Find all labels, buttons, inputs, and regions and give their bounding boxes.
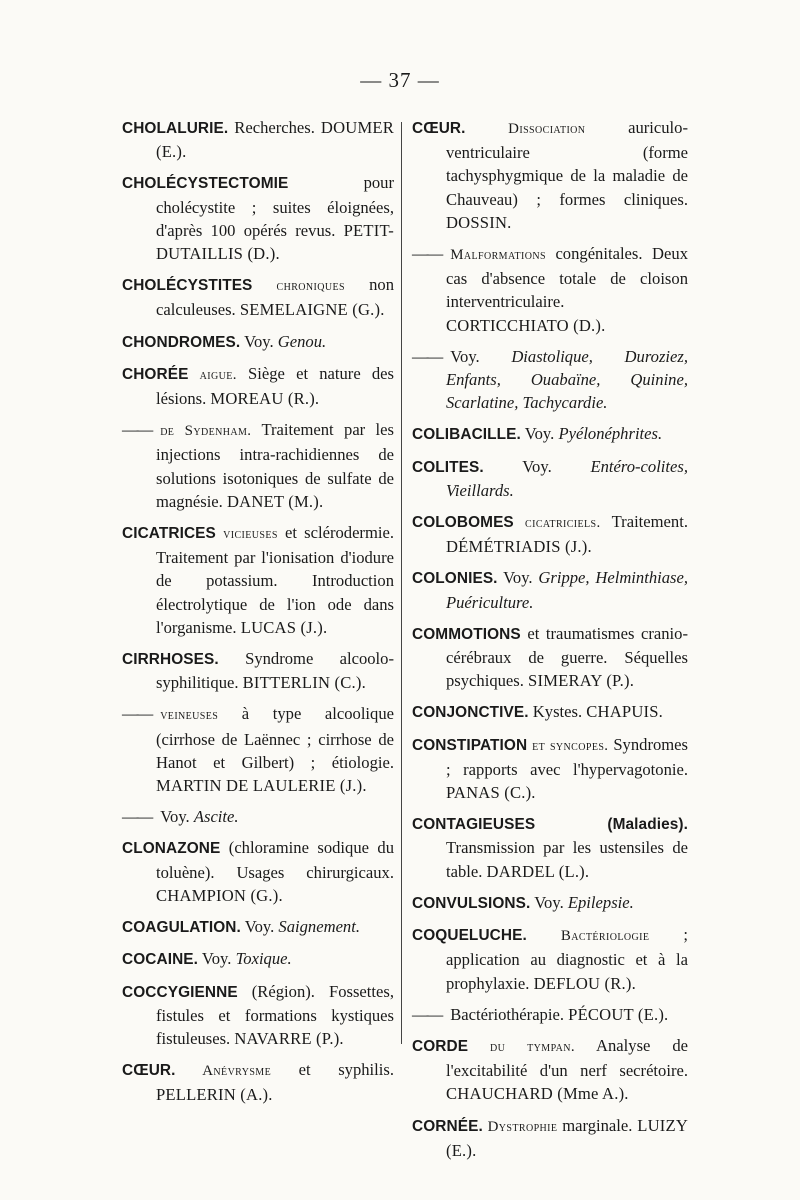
entry-text: Voy. [450,346,512,366]
entry-author: CHAUCHARD (Mme A.). [446,1084,629,1104]
repeat-dash: —— [412,346,442,366]
entry-headword: COLOBOMES [412,514,514,532]
entry-cross-reference: Grippe, Helminthiase, Puériculture. [446,568,688,612]
entry-text: Siège et nature des lésions. [156,363,394,409]
entry-headword: COQUELUCHE. [412,927,527,945]
entry-author: BITTERLIN (C.). [242,673,366,693]
index-entry [122,947,394,971]
index-entry [122,647,394,694]
entry-headword: CONTAGIEUSES (Maladies). [412,816,688,834]
index-entry [412,891,688,915]
page-number: — 37 — [360,68,440,92]
entry-text: et traumatismes cranio-cérébraux de guerre. Séquelles psychiques. [446,623,688,691]
entry-text: Voy. [497,568,539,588]
entry-author: LUCAS (J.). [240,617,328,637]
entry-text: Voy. [520,424,559,444]
entry-text: marginale. [557,1115,638,1135]
entry-text: Syndrome alcoolo-syphilitique. [156,649,394,693]
index-entry [412,455,688,502]
entry-text: Voy. [240,917,279,937]
entry-headword: COCCYGIENNE [122,983,238,1001]
entry-cross-reference: Entéro-colites, Vieillards. [446,456,688,500]
entry-author: PÉCOUT (E.). [568,1004,669,1024]
entry-author: CHAPUIS. [586,702,664,722]
index-entry [122,362,394,410]
index-entry [412,422,688,446]
entry-qualifier: de Sydenham. [160,423,252,440]
entry-author: SIMERAY (P.). [528,671,635,691]
index-entry [412,700,688,724]
entry-headword: CHOLÉCYSTECTOMIE [122,175,289,193]
entry-author: LUIZY (E.). [446,1115,688,1160]
entry-headword: CONVULSIONS. [412,894,531,912]
entry-text: congénitales. Deux cas d'absence totale de cloison interventriculaire. [446,244,688,312]
entry-text: non calculeuses. [156,275,394,320]
entry-author: NAVARRE (P.). [234,1028,344,1048]
entry-headword: CORNÉE. [412,1117,483,1135]
entry-cross-reference: Epilepsie. [567,892,634,912]
entry-author: DOSSIN. [446,212,512,232]
entry-text: Traitement. [600,512,688,532]
entry-qualifier: chroniques [252,278,345,295]
entry-author: DEFLOU (R.). [533,973,636,993]
entry-headword: CONJONCTIVE. [412,704,529,722]
left-column [122,116,394,1115]
repeat-dash: —— [122,420,152,440]
entry-text: Voy. [240,331,278,351]
entry-author: PANAS (C.). [446,783,536,803]
entry-qualifier: veineuses [160,707,219,724]
index-entry [412,812,688,883]
entry-qualifier: Malformations [450,247,546,264]
entry-headword: CŒUR. [122,1062,176,1080]
index-entry [412,242,688,337]
index-entry [122,171,394,265]
entry-headword: COLIBACILLE. [412,426,521,444]
entry-text: Voy. [483,456,591,476]
entry-headword: CLONAZONE [122,840,221,858]
entry-text: (Région). Fossettes, fistules et formations kystiques fistuleuses. [156,981,394,1048]
entry-author: CORTICCHIATO (D.). [446,315,606,335]
entry-text: pour cholécystite ; suites éloignées, d'après 100 opérés revus. [156,173,394,240]
entry-headword: CONSTIPATION [412,736,528,754]
entry-author: SEMELAIGNE (G.). [239,300,385,320]
entry-author: DÉMÉTRIADIS (J.). [446,537,592,557]
index-entry [122,330,394,354]
entry-headword: COLITES. [412,458,484,476]
index-entry [412,1003,688,1026]
index-entry [122,702,394,797]
entry-author: PELLERIN (A.). [156,1085,273,1105]
entry-text: Voy. [198,949,236,969]
entry-text: Analyse de l'excitabilité d'un nerf secrétoire. [446,1035,688,1081]
entry-text: Kystes. [528,702,587,722]
index-entry [122,273,394,321]
entry-cross-reference: Toxique. [235,949,292,969]
entry-qualifier: aigue. [188,366,237,383]
index-entry [412,733,688,805]
entry-text: Syndromes ; rapports avec l'hypervagotonie. [446,734,688,779]
entry-headword: CICATRICES [122,525,216,543]
entry-qualifier: cicatriciels. [513,515,601,532]
entry-text: Voy. [160,807,194,827]
repeat-dash: —— [412,244,442,264]
entry-headword: COAGULATION. [122,919,241,937]
right-column [412,116,688,1170]
index-entry [412,116,688,234]
entry-cross-reference: Diastolique, Duroziez, Enfants, Ouabaïne, Quinine, Scarlatine, Tachycardie. [446,346,688,413]
entry-qualifier: vicieuses [215,526,278,543]
entry-cross-reference: Genou. [277,331,327,351]
index-entry [412,622,688,693]
entry-qualifier: Bactériologie [526,928,650,945]
index-entry [122,980,394,1051]
entry-qualifier: Dissociation [465,121,586,137]
entry-qualifier: et syncopes. [527,737,609,754]
repeat-dash: —— [122,704,152,724]
entry-text: Voy. [530,892,568,912]
index-entry [122,1058,394,1106]
index-entry [412,923,688,995]
index-entry [122,521,394,639]
entry-text: (chloramine sodique du toluène). Usages chirurgicaux. [156,838,394,882]
entry-author: MARTIN DE LAULERIE (J.). [156,776,367,796]
entry-text: auriculo-ventriculaire (forme tachysphygmique de la maladie de Chauveau) ; formes cliniques. [446,118,688,209]
index-entry [412,1114,688,1162]
index-entry [122,418,394,513]
entry-headword: CORDE [412,1037,469,1055]
entry-text: Bactériothérapie. [450,1004,569,1024]
index-entry [412,510,688,558]
entry-text: Recherches. [228,118,321,137]
entry-author: DARDEL (L.). [486,861,590,881]
entry-headword: CŒUR. [412,120,466,137]
entry-headword: COCAINE. [122,951,199,969]
index-entry [122,116,394,163]
entry-text: Transmission par les ustensiles de table. [446,838,688,881]
entry-text: ; application au diagnostic et à la prophylaxie. [446,925,688,993]
entry-cross-reference: Saignement. [278,917,360,937]
entry-text: Traitement par les injections intra-rachidiennes de solutions isotoniques de sulfate de magnésie. [156,420,394,511]
index-entry [122,805,394,828]
entry-headword: CHONDROMES. [122,333,241,351]
entry-headword: CIRRHOSES. [122,651,219,669]
repeat-dash: —— [122,807,152,827]
entry-headword: CHOLALURIE. [122,120,229,137]
entry-text: et syphilis. [271,1060,394,1080]
entry-qualifier: Dystrophie [482,1118,558,1135]
entry-headword: COMMOTIONS [412,625,521,643]
index-entry [412,566,688,613]
entry-qualifier: du tympan. [468,1038,576,1055]
index-entry [122,836,394,907]
column-divider [401,122,402,1044]
entry-text: et sclérodermie. Traitement par l'ionisation d'iodure de potassium. Introduction électrolytique de l'ion ode dans l'organisme. [156,523,394,637]
entry-headword: CHORÉE [122,365,189,383]
entry-qualifier: Anévrysme [175,1063,272,1080]
entry-author: DOUMER (E.). [156,118,394,162]
index-entry [122,915,394,939]
index-entry [412,345,688,415]
entry-cross-reference: Ascite. [193,807,239,827]
entry-author: CHAMPION (G.). [156,885,283,905]
entry-headword: COLONIES. [412,570,498,588]
entry-author: DANET (M.). [226,491,324,511]
entry-text: à type alcoolique (cirrhose de Laënnec ; cirrhose de Hanot et Gilbert) ; étiologie. [156,704,394,772]
entry-author: PETIT-DUTAILLIS (D.). [156,220,394,264]
entry-cross-reference: Pyélonéphrites. [558,424,663,444]
entry-author: MOREAU (R.). [210,389,320,409]
index-entry [412,1034,688,1106]
entry-headword: CHOLÉCYSTITES [122,277,253,295]
repeat-dash: —— [412,1004,442,1024]
